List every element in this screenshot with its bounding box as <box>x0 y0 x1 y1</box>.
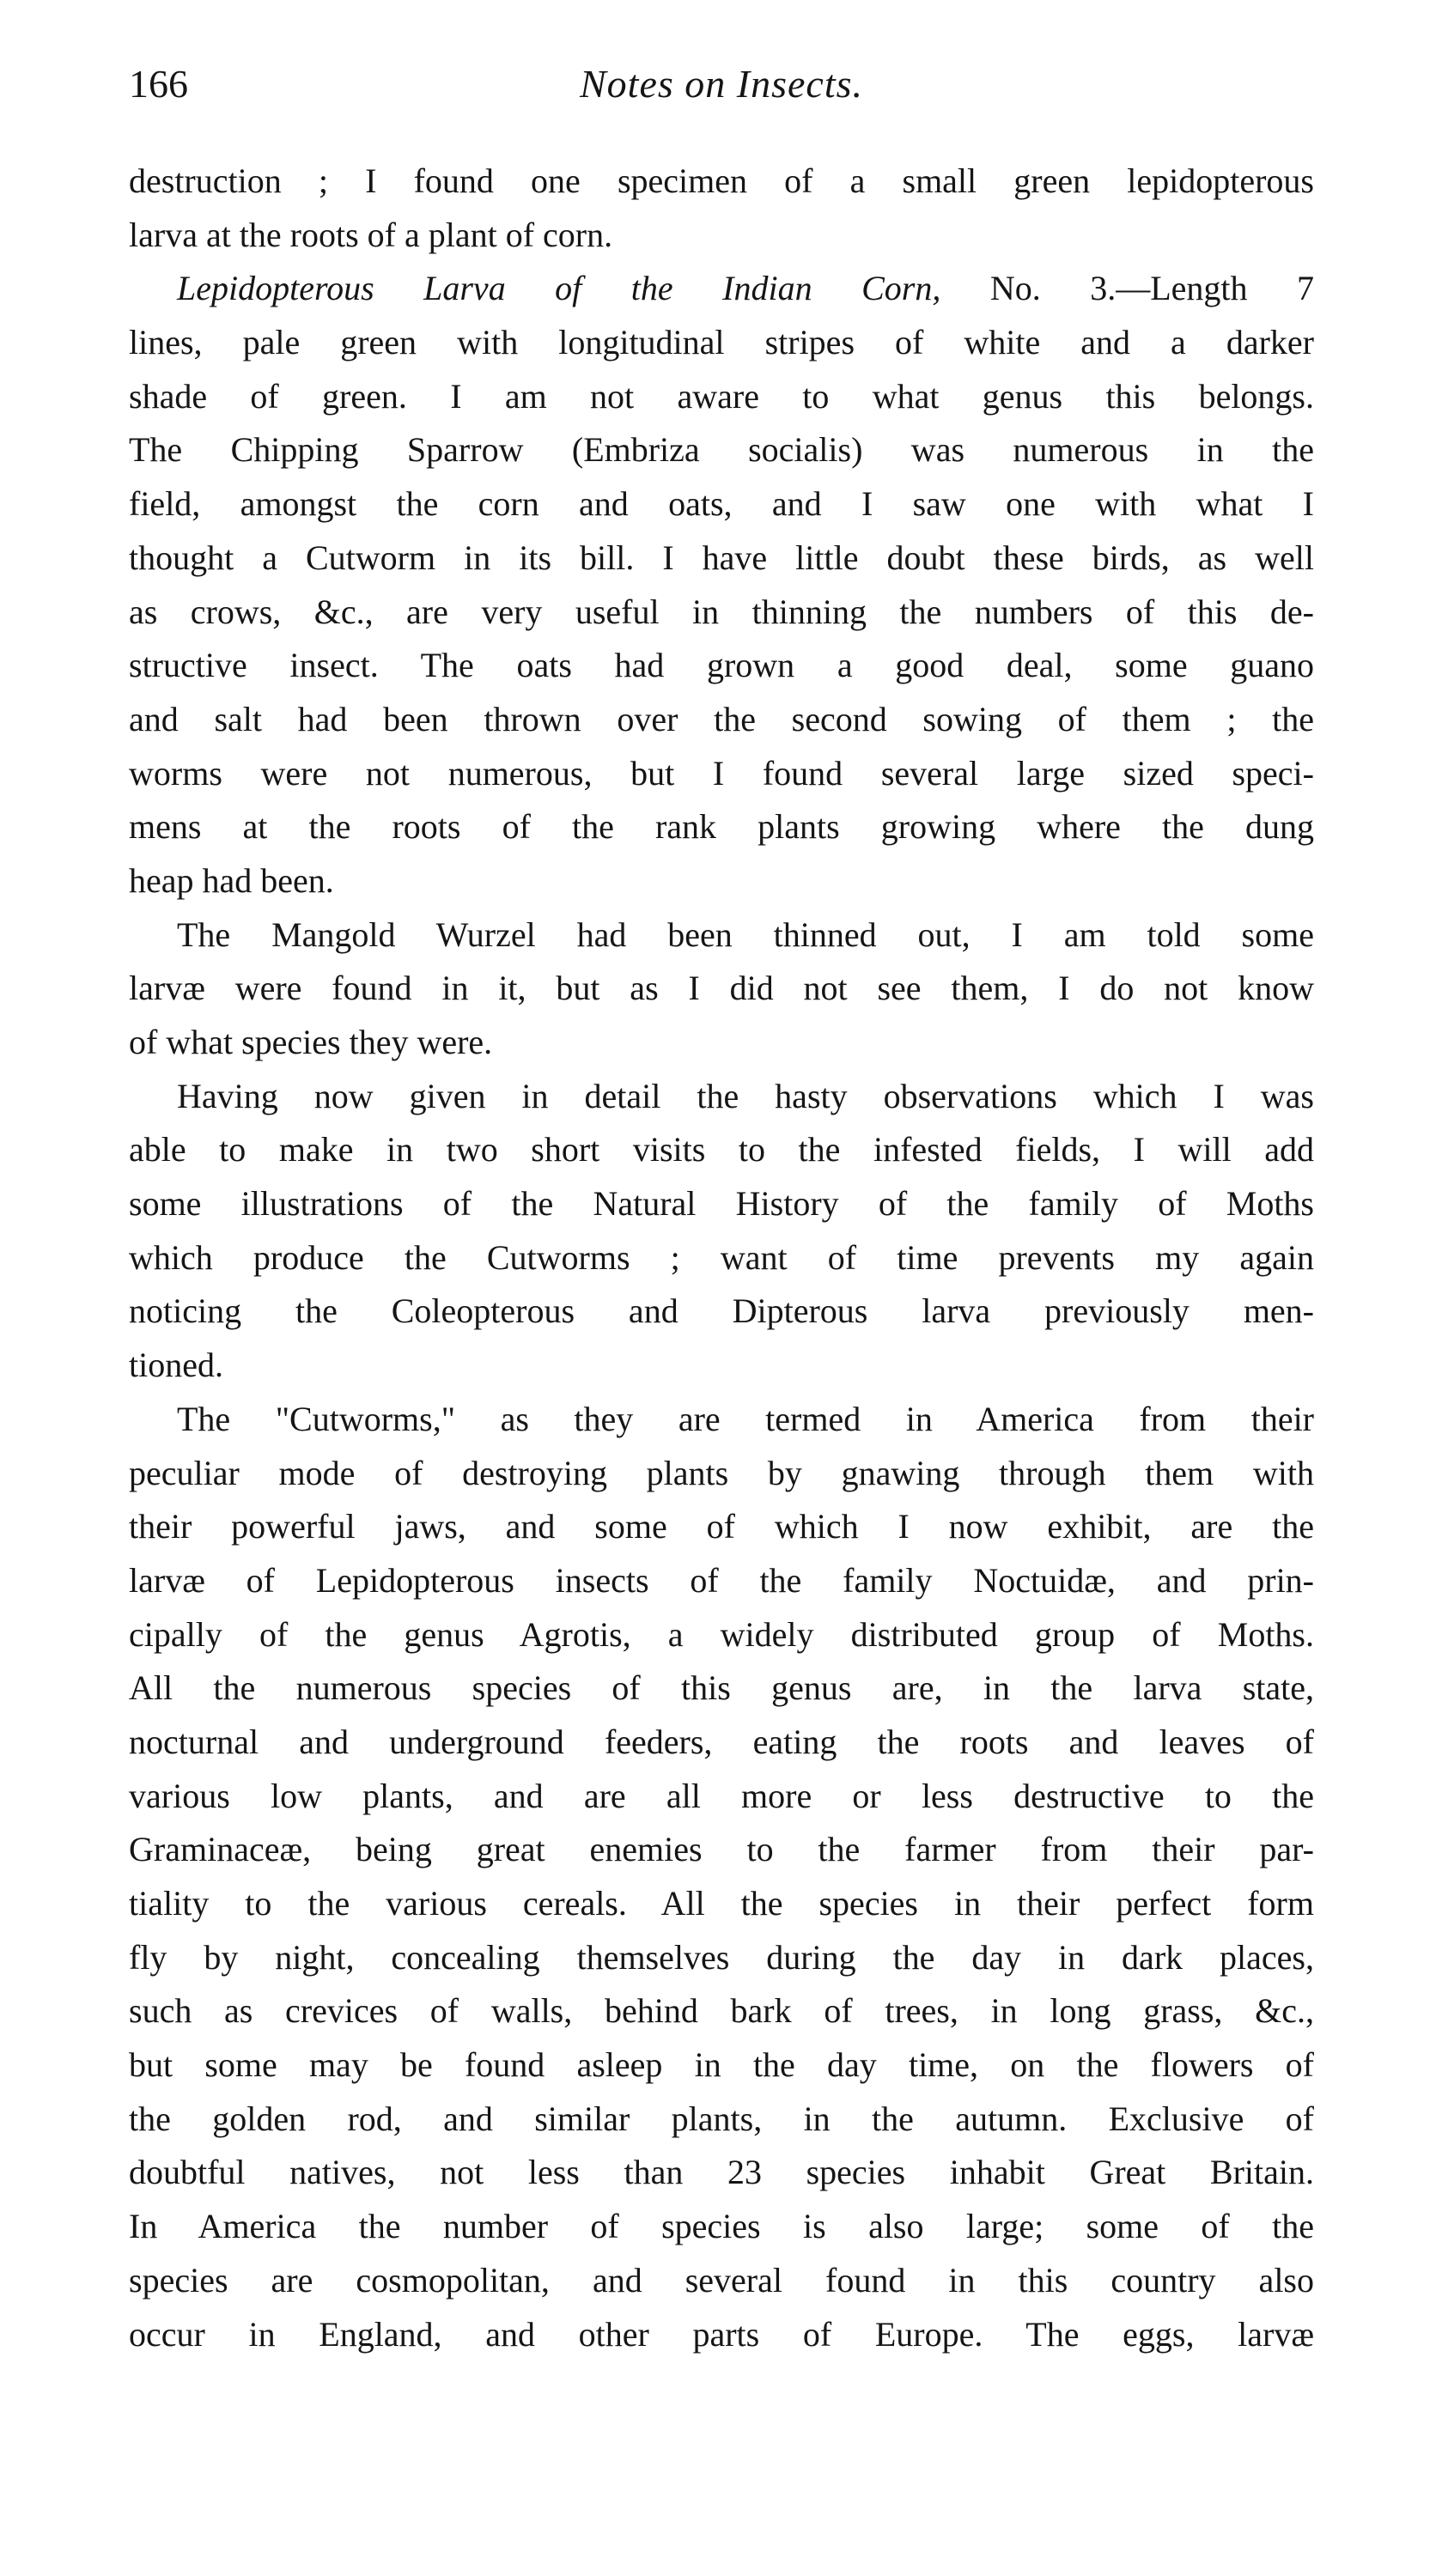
text-line: tiality to the various cereals. All the species in their perfect form <box>129 1884 1314 1923</box>
running-title: Notes on Insects. <box>579 62 863 106</box>
text-line: larvæ of Lepidopterous insects of the family Noctuidæ, and prin- <box>129 1560 1314 1600</box>
text-line: shade of green. I am not aware to what genus this belongs. <box>129 376 1314 416</box>
text-line: species are cosmopolitan, and several found in this country also <box>129 2260 1314 2300</box>
text-line: larvæ were found in it, but as I did not see them, I do not know <box>129 969 1314 1008</box>
text-line: some illustrations of the Natural History of the family of Moths <box>129 1184 1314 1224</box>
text-line: nocturnal and underground feeders, eating the roots and leaves of <box>129 1722 1314 1761</box>
text-line: and salt had been thrown over the second sowing of them ; the <box>129 699 1314 738</box>
text-line: as crows, &c., are very useful in thinning the numbers of this de- <box>129 592 1314 631</box>
text-line: the golden rod, and similar plants, in the autumn. Exclusive of <box>129 2099 1314 2138</box>
text-line: various low plants, and are all more or less destructive to the <box>129 1776 1314 1815</box>
text-line: fly by night, concealing themselves during the day in dark places, <box>129 1937 1314 1977</box>
text-line: The "Cutworms," as they are termed in America from their <box>177 1399 1314 1438</box>
text-line: lines, pale green with longitudinal stripes of white and a darker <box>129 323 1314 362</box>
text-line: such as crevices of walls, behind bark of trees, in long grass, &c., <box>129 1991 1314 2031</box>
text-line: The Mangold Wurzel had been thinned out, I am told some <box>177 914 1314 954</box>
running-head <box>129 58 1314 118</box>
text-line: their powerful jaws, and some of which I now exhibit, are the <box>129 1507 1314 1546</box>
text-line: heap had been. <box>129 860 334 900</box>
text-line: noticing the Coleopterous and Dipterous larva previously men- <box>129 1291 1314 1331</box>
text-line: mens at the roots of the rank plants growing where the dung <box>129 807 1314 847</box>
page-number: 166 <box>129 62 188 106</box>
text-line <box>129 262 1314 316</box>
text-line: tioned. <box>129 1346 223 1385</box>
text-line: occur in England, and other parts of Europe. The eggs, larvæ <box>129 2314 1314 2354</box>
text-line: All the numerous species of this genus are, in the larva state, <box>129 1668 1314 1708</box>
text-line: field, amongst the corn and oats, and I saw one with what I <box>129 484 1314 524</box>
text-line: worms were not numerous, but I found several large sized speci- <box>129 753 1314 793</box>
text-line: Having now given in detail the hasty observations which I was <box>177 1076 1314 1115</box>
text-line: which produce the Cutworms ; want of time prevents my again <box>129 1237 1314 1277</box>
text-line: doubtful natives, not less than 23 species inhabit Great Britain. <box>129 2153 1314 2192</box>
text-line: The Chipping Sparrow (Embriza socialis) was numerous in the <box>129 430 1314 470</box>
text-line-rest: No. 3.—Length 7 <box>940 269 1314 308</box>
text-line: Graminaceæ, being great enemies to the farmer from their par- <box>129 1830 1314 1869</box>
text-line: but some may be found asleep in the day time, on the flowers of <box>129 2045 1314 2085</box>
text-line: structive insect. The oats had grown a good deal, some guano <box>129 646 1314 685</box>
text-line: cipally of the genus Agrotis, a widely distributed group of Moths. <box>129 1614 1314 1654</box>
italic-lead-in: Lepidopterous Larva of the Indian Corn, <box>177 269 941 308</box>
text-line: thought a Cutworm in its bill. I have little doubt these birds, as well <box>129 538 1314 577</box>
text-line: destruction ; I found one specimen of a small green lepidopterous <box>129 161 1314 200</box>
text-line: In America the number of species is also large; some of the <box>129 2207 1314 2246</box>
text-line: peculiar mode of destroying plants by gnawing through them with <box>129 1453 1314 1492</box>
text-line: able to make in two short visits to the infested fields, I will add <box>129 1130 1314 1170</box>
text-line: of what species they were. <box>129 1023 493 1061</box>
body-text <box>129 155 1314 2361</box>
text-line: larva at the roots of a plant of corn. <box>129 215 613 254</box>
